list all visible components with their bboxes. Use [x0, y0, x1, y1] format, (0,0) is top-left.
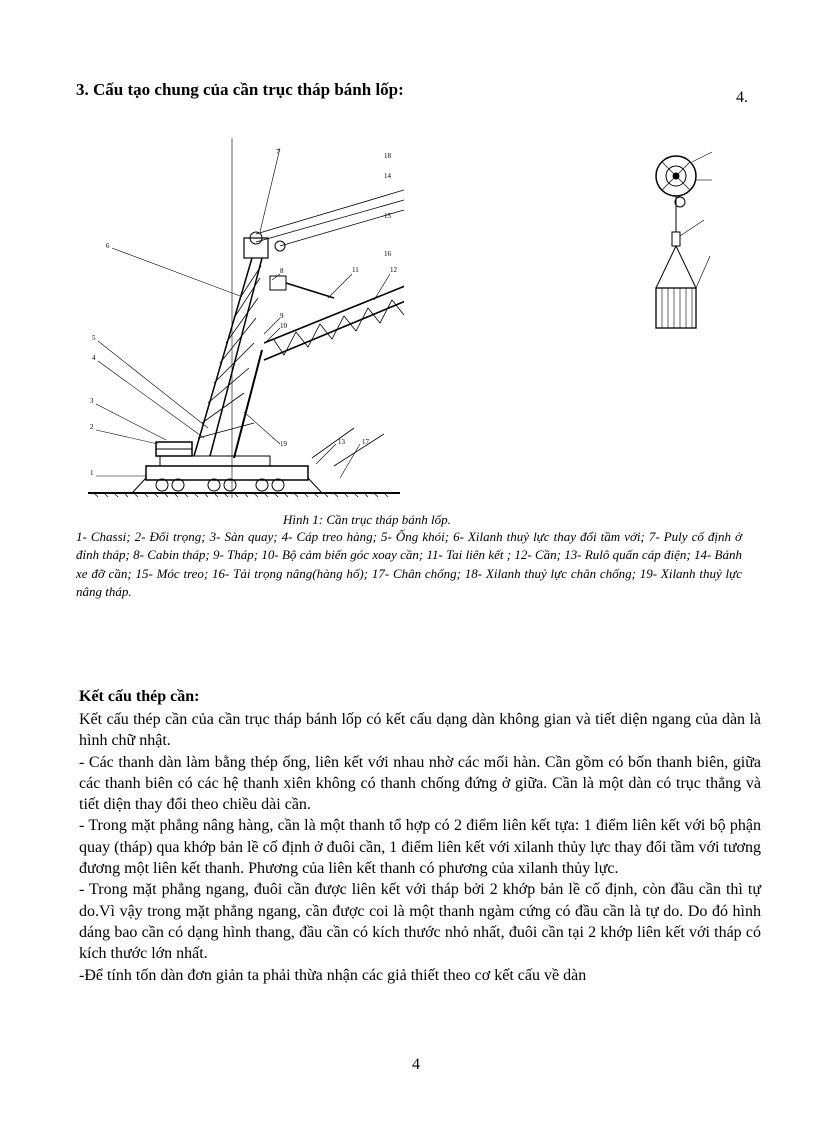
fig-label-3: 3 [90, 397, 94, 405]
fig-label-9: 9 [280, 312, 284, 320]
paragraph: - Các thanh dàn làm bằng thép ống, liên kết với nhau nhờ các mối hàn. Cần gồm có bốn thanh biên, giữa các thanh biên có các hệ thanh xiên không có thanh chống đứng ở giữa. Cần là một dàn có trục thẳng và tiết diện thay đổi theo chiều dài cần. [79, 753, 761, 814]
paragraph: Kết cấu thép cần của cần trục tháp bánh lốp có kết cấu dạng dàn không gian và tiết diện ngang của dàn là hình chữ nhật. [79, 711, 761, 750]
fig-label-2: 2 [90, 423, 94, 431]
fig-label-4: 4 [92, 354, 96, 362]
paragraph: - Trong mặt phẳng nâng hàng, cần là một thanh tổ hợp có 2 điểm liên kết tựa: 1 điểm liên kết với bộ phận quay (tháp) qua khớp bản lề cố định ở đuôi cần, 1 điểm liên kết với xilanh thủy lực thay đổi tầm với tương đương một liên kết thanh. Phương của liên kết thanh có phương của xilanh thủy lực. [79, 817, 761, 878]
fig-label-17: 17 [362, 438, 369, 446]
fig-label-1: 1 [90, 469, 94, 477]
fig-label-10: 10 [280, 322, 287, 330]
fig-label-6: 6 [106, 242, 110, 250]
figure-caption: Hình 1: Cần trục tháp bánh lốp. [283, 512, 451, 527]
crane-figure [84, 138, 404, 508]
fig-label-19: 19 [280, 440, 287, 448]
section-heading: Kết cấu thép cần: [79, 688, 200, 705]
page-number: 4 [412, 1056, 420, 1073]
fig-label-14: 14 [384, 172, 391, 180]
fig-label-11: 11 [352, 266, 359, 274]
paragraph: -Để tính tốn dàn đơn giản ta phải thừa nhận các giả thiết theo cơ kết cấu về dàn [79, 966, 587, 984]
fig-label-7: 7 [276, 148, 280, 156]
body-text [79, 709, 761, 986]
boom-head-figure [640, 140, 730, 340]
paragraph: - Trong mặt phẳng ngang, đuôi cần được liên kết với tháp bởi 2 khớp bản lề cố định, còn đầu cần thì tự do.Vì vậy trong mặt phẳng ngang, cần được coi là một thanh ngàm cứng có đầu cần là tự do. Do đó hình dáng bao cần có dạng hình thang, đầu cần có kích thước nhỏ nhất, đuôi cần tại 2 khớp liên kết với tháp có kích thước lớn nhất. [79, 881, 761, 963]
section-title: 3. Cấu tạo chung của cần trục tháp bánh lốp: [76, 80, 404, 99]
fig-label-12: 12 [390, 266, 397, 274]
fig-label-15: 15 [384, 212, 391, 220]
fig-label-18: 18 [384, 152, 391, 160]
fig-label-13: 13 [338, 438, 345, 446]
fig-label-5: 5 [92, 334, 96, 342]
fig-label-8: 8 [280, 267, 284, 275]
corner-number: 4. [736, 89, 748, 106]
fig-label-16: 16 [384, 250, 391, 258]
figure-legend: 1- Chassi; 2- Đối trọng; 3- Sàn quay; 4- Cáp treo hàng; 5- Ống khói; 6- Xilanh thuỷ lực thay đổi tầm với; 7- Puly cố định ở đỉnh tháp; 8- Cabin tháp; 9- Tháp; 10- Bộ cảm biến góc xoay cần; 11- Tai liên kết ; 12- Cần; 13- Rulô quấn cáp điện; 14- Bánh xe đỡ cần; 15- Móc treo; 16- Tải trọng nâng(hàng hố); 17- Chân chống; 18- Xilanh thuỷ lực chân chống; 19- Xilanh thuỷ lực nâng tháp. [76, 529, 742, 600]
